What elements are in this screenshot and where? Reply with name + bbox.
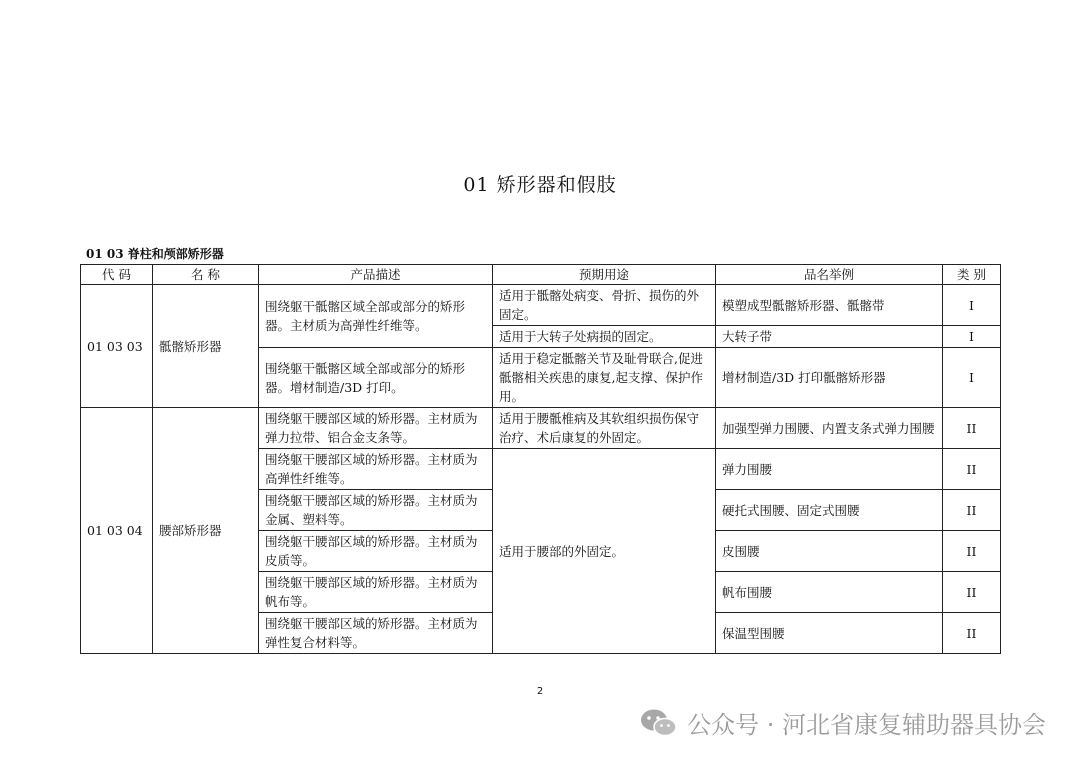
row-example: 皮围腰 bbox=[716, 531, 943, 572]
row-category: II bbox=[943, 490, 1001, 531]
table-row bbox=[81, 285, 1001, 326]
row-intended-use: 适用于腰骶椎病及其软组织损伤保守治疗、术后康复的外固定。 bbox=[493, 408, 716, 449]
row-category: I bbox=[943, 348, 1001, 408]
row-description: 围绕躯干腰部区域的矫形器。主材质为弹性复合材料等。 bbox=[259, 613, 493, 654]
row-description: 围绕躯干腰部区域的矫形器。主材质为弹力拉带、铝合金支条等。 bbox=[259, 408, 493, 449]
row-category: II bbox=[943, 531, 1001, 572]
row-category: I bbox=[943, 326, 1001, 348]
row-intended-use-shared: 适用于腰部的外固定。 bbox=[493, 449, 716, 654]
orthosis-table bbox=[80, 264, 1001, 654]
row-example: 帆布围腰 bbox=[716, 572, 943, 613]
row-name: 腰部矫形器 bbox=[153, 408, 259, 654]
row-description: 围绕躯干骶髂区域全部或部分的矫形器。主材质为高弹性纤维等。 bbox=[259, 285, 493, 348]
row-code: 01 03 04 bbox=[81, 408, 153, 654]
wechat-icon bbox=[639, 707, 679, 739]
header-name: 名 称 bbox=[153, 265, 259, 285]
row-description: 围绕躯干腰部区域的矫形器。主材质为高弹性纤维等。 bbox=[259, 449, 493, 490]
header-category: 类 别 bbox=[943, 265, 1001, 285]
row-example: 硬托式围腰、固定式围腰 bbox=[716, 490, 943, 531]
table-header-row bbox=[81, 265, 1001, 285]
watermark bbox=[639, 705, 1046, 740]
row-example: 加强型弹力围腰、内置支条式弹力围腰 bbox=[716, 408, 943, 449]
row-intended-use: 适用于稳定骶髂关节及耻骨联合,促进骶髂相关疾患的康复,起支撑、保护作用。 bbox=[493, 348, 716, 408]
row-intended-use: 适用于骶髂处病变、骨折、损伤的外固定。 bbox=[493, 285, 716, 326]
row-example: 保温型围腰 bbox=[716, 613, 943, 654]
row-example: 增材制造/3D 打印骶髂矫形器 bbox=[716, 348, 943, 408]
document-title: 01 矫形器和假肢 bbox=[463, 174, 617, 196]
row-intended-use: 适用于大转子处病损的固定。 bbox=[493, 326, 716, 348]
row-description: 围绕躯干腰部区域的矫形器。主材质为金属、塑料等。 bbox=[259, 490, 493, 531]
row-description: 围绕躯干腰部区域的矫形器。主材质为皮质等。 bbox=[259, 531, 493, 572]
header-intended-use: 预期用途 bbox=[493, 265, 716, 285]
row-category: II bbox=[943, 572, 1001, 613]
row-example: 模塑成型骶髂矫形器、骶髂带 bbox=[716, 285, 943, 326]
row-category: II bbox=[943, 408, 1001, 449]
row-category: I bbox=[943, 285, 1001, 326]
row-name: 骶髂矫形器 bbox=[153, 285, 259, 408]
header-description: 产品描述 bbox=[259, 265, 493, 285]
row-description: 围绕躯干腰部区域的矫形器。主材质为帆布等。 bbox=[259, 572, 493, 613]
row-category: II bbox=[943, 449, 1001, 490]
row-example: 大转子带 bbox=[716, 326, 943, 348]
row-category: II bbox=[943, 613, 1001, 654]
header-examples: 品名举例 bbox=[716, 265, 943, 285]
table-row bbox=[81, 408, 1001, 449]
row-example: 弹力围腰 bbox=[716, 449, 943, 490]
row-description: 围绕躯干骶髂区域全部或部分的矫形器。增材制造/3D 打印。 bbox=[259, 348, 493, 408]
page-number: 2 bbox=[536, 686, 544, 697]
header-code: 代 码 bbox=[81, 265, 153, 285]
row-code: 01 03 03 bbox=[81, 285, 153, 408]
watermark-text: 公众号 · 河北省康复辅助器具协会 bbox=[687, 711, 1046, 739]
section-subtitle: 01 03 脊柱和颅部矫形器 bbox=[86, 247, 224, 261]
